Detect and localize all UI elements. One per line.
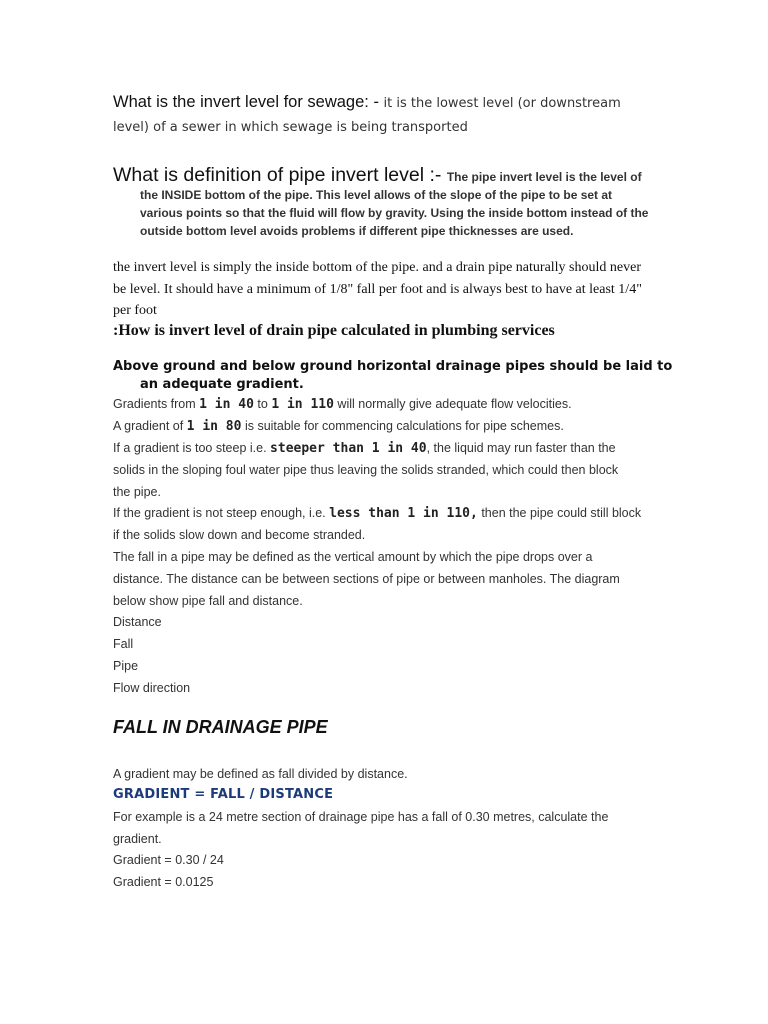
gradient-line-5: the pipe.	[113, 485, 161, 499]
invert-level-sewage-answer: it is the lowest level (or downstream level) of a sewer in which sewage is being transported	[113, 96, 621, 135]
text-span: A gradient of	[113, 419, 187, 433]
pipe-invert-definition-question: What is definition of pipe invert level :-	[113, 164, 447, 186]
invert-level-sewage-paragraph	[113, 91, 653, 139]
diagram-label-distance: Distance	[113, 615, 162, 629]
diagram-label-flow-direction: Flow direction	[113, 681, 191, 695]
gradient-definition: A gradient may be defined as fall divided by distance.	[113, 767, 408, 781]
example-line-3: Gradient = 0.30 / 24	[113, 853, 224, 867]
gradient-line-9: distance. The distance can be between sections of pipe or between manholes. The diagram	[113, 572, 620, 586]
drainage-gradient-heading: Above ground and below ground horizontal drainage pipes should be laid to an adequate gradient.	[113, 359, 673, 392]
gradient-line-6	[113, 506, 673, 521]
gradient-value: steeper than 1 in 40	[270, 441, 427, 456]
text-span: to	[253, 397, 272, 411]
text-span: Gradients from	[113, 397, 200, 411]
gradient-value: less than 1 in 110,	[329, 506, 478, 521]
gradient-line-10: below show pipe fall and distance.	[113, 594, 303, 608]
gradient-value: 1 in 40	[199, 397, 254, 412]
pipe-invert-definition-answer: The pipe invert level is the level of the INSIDE bottom of the pipe. This level allows of the slope of the pipe to be set at various points so that the fluid will flow by gravity. Using the inside bottom instead of the outside bottom level avoids problems if different pipe thicknesses are used.	[140, 170, 649, 238]
example-line-2: gradient.	[113, 832, 162, 846]
gradient-formula: GRADIENT = FALL / DISTANCE	[113, 787, 334, 802]
gradient-line-8: The fall in a pipe may be defined as the vertical amount by which the pipe drops over a	[113, 550, 593, 564]
diagram-label-pipe: Pipe	[113, 659, 139, 673]
text-span: If a gradient is too steep i.e.	[113, 441, 271, 455]
invert-level-explanation: the invert level is simply the inside bottom of the pipe. and a drain pipe naturally should never be level. It should have a minimum of 1/8" fall per foot and is always best to have at least 1/4" per foot	[113, 260, 642, 318]
example-line-1: For example is a 24 metre section of drainage pipe has a fall of 0.30 metres, calculate the	[113, 810, 609, 824]
gradient-line-3	[113, 441, 673, 456]
text-span: then the pipe could still block	[477, 506, 642, 520]
fall-in-drainage-pipe-heading: FALL IN DRAINAGE PIPE	[113, 717, 328, 737]
gradient-value: 1 in 80	[186, 419, 242, 434]
invert-calculation-heading: :How is invert level of drain pipe calculated in plumbing services	[113, 322, 555, 339]
gradient-value: 1 in 110	[271, 397, 334, 412]
example-line-4: Gradient = 0.0125	[113, 875, 214, 889]
diagram-label-fall: Fall	[113, 637, 134, 651]
gradient-line-2	[113, 419, 673, 434]
text-span: If the gradient is not steep enough, i.e.	[113, 506, 330, 520]
gradient-line-1	[113, 397, 673, 412]
pipe-invert-definition-paragraph	[113, 164, 653, 240]
gradient-line-4: solids in the sloping foul water pipe thus leaving the solids stranded, which could then block	[113, 463, 619, 477]
text-span: will normally give adequate flow velocities.	[333, 397, 572, 411]
gradient-line-7: if the solids slow down and become stranded.	[113, 528, 366, 542]
text-span: , the liquid may run faster than the	[426, 441, 616, 455]
invert-level-sewage-question: What is the invert level for sewage: -	[113, 93, 384, 111]
text-span: is suitable for commencing calculations for pipe schemes.	[241, 419, 564, 433]
